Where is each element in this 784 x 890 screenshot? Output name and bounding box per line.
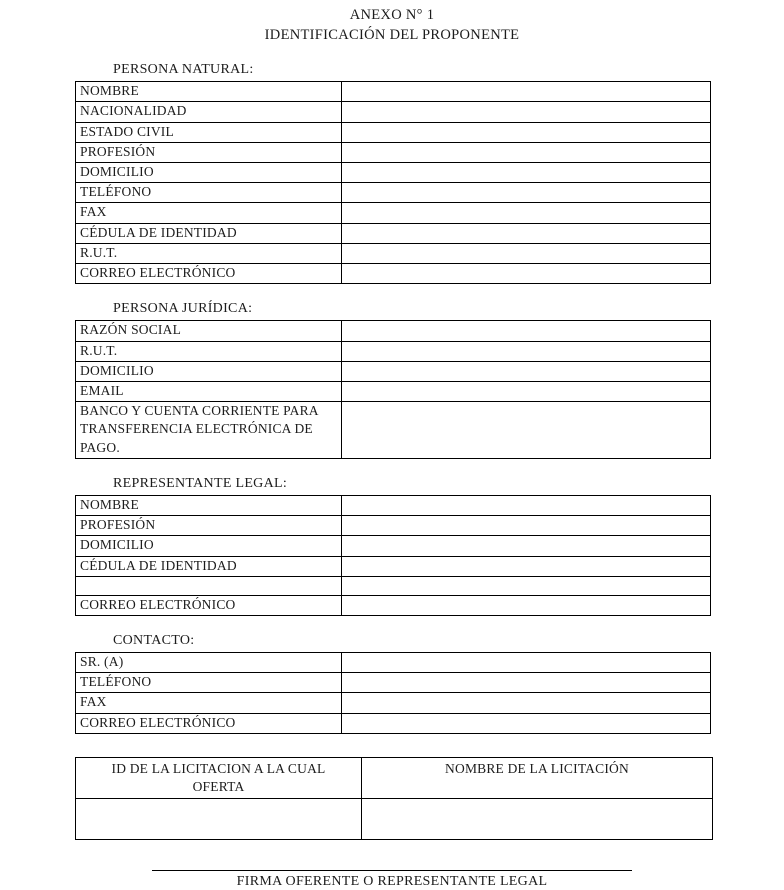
licitacion-nombre-cell[interactable] (362, 799, 713, 840)
field-value-cell[interactable] (342, 82, 711, 102)
field-value-cell[interactable] (342, 264, 711, 284)
field-value-cell[interactable] (342, 576, 711, 595)
table-row (76, 361, 711, 381)
field-label: CÉDULA DE IDENTIDAD (76, 556, 342, 576)
field-label: BANCO Y CUENTA CORRIENTE PARA TRANSFERENCIA ELECTRÓNICA DE PAGO. (76, 402, 342, 459)
section-heading-representante-legal: REPRESENTANTE LEGAL: (113, 475, 288, 491)
field-label: PROFESIÓN (76, 142, 342, 162)
table-row (76, 243, 711, 263)
section-heading-persona-natural: PERSONA NATURAL: (113, 62, 254, 78)
table-licitacion (75, 757, 713, 840)
field-label: DOMICILIO (76, 163, 342, 183)
field-value-cell[interactable] (342, 122, 711, 142)
licitacion-id-cell[interactable] (76, 799, 362, 840)
field-value-cell[interactable] (342, 142, 711, 162)
table-row (76, 673, 711, 693)
licitacion-header-row (76, 757, 713, 798)
field-label: SR. (A) (76, 652, 342, 672)
table-row (76, 183, 711, 203)
table-row (76, 652, 711, 672)
table-row (76, 495, 711, 515)
field-label: DOMICILIO (76, 361, 342, 381)
field-label: R.U.T. (76, 341, 342, 361)
field-value-cell[interactable] (342, 556, 711, 576)
field-value-cell[interactable] (342, 243, 711, 263)
table-row (76, 82, 711, 102)
field-value-cell[interactable] (342, 102, 711, 122)
field-label: NOMBRE (76, 82, 342, 102)
field-value-cell[interactable] (342, 223, 711, 243)
licitacion-data-row (76, 799, 713, 840)
signature-block (0, 870, 784, 890)
table-row (76, 713, 711, 733)
table-row (76, 321, 711, 341)
title-line-1: ANEXO N° 1 (349, 7, 435, 23)
field-value-cell[interactable] (342, 163, 711, 183)
section-heading-persona-juridica: PERSONA JURÍDICA: (113, 301, 253, 317)
table-row (76, 536, 711, 556)
field-value-cell[interactable] (342, 713, 711, 733)
field-label: FAX (76, 203, 342, 223)
field-value-cell[interactable] (342, 595, 711, 615)
field-label: CÉDULA DE IDENTIDAD (76, 223, 342, 243)
table-row (76, 122, 711, 142)
table-row (76, 693, 711, 713)
title-line-2: IDENTIFICACIÓN DEL PROPONENTE (264, 26, 520, 43)
field-label (76, 576, 342, 595)
field-value-cell[interactable] (342, 495, 711, 515)
document-title (0, 6, 784, 45)
table-row (76, 163, 711, 183)
field-label: EMAIL (76, 381, 342, 401)
field-value-cell[interactable] (342, 652, 711, 672)
field-label: CORREO ELECTRÓNICO (76, 264, 342, 284)
table-row (76, 203, 711, 223)
table-row (76, 264, 711, 284)
field-label: TELÉFONO (76, 183, 342, 203)
table-row (76, 381, 711, 401)
field-value-cell[interactable] (342, 402, 711, 459)
field-value-cell[interactable] (342, 341, 711, 361)
field-value-cell[interactable] (342, 536, 711, 556)
table-row (76, 595, 711, 615)
field-label: CORREO ELECTRÓNICO (76, 713, 342, 733)
signature-label: FIRMA OFERENTE O REPRESENTANTE LEGAL (236, 874, 548, 890)
table-representante-legal (75, 495, 711, 616)
signature-line (152, 870, 632, 871)
field-label: FAX (76, 693, 342, 713)
table-persona-natural (75, 81, 711, 284)
field-value-cell[interactable] (342, 381, 711, 401)
section-heading-contacto: CONTACTO: (113, 632, 195, 648)
licitacion-header-id: ID DE LA LICITACION A LA CUAL OFERTA (76, 757, 362, 798)
table-contacto (75, 652, 711, 734)
field-value-cell[interactable] (342, 693, 711, 713)
table-row (76, 402, 711, 459)
table-row (76, 341, 711, 361)
field-label: R.U.T. (76, 243, 342, 263)
table-row (76, 556, 711, 576)
table-row (76, 102, 711, 122)
field-value-cell[interactable] (342, 183, 711, 203)
licitacion-header-nombre: NOMBRE DE LA LICITACIÓN (362, 757, 713, 798)
field-value-cell[interactable] (342, 516, 711, 536)
field-value-cell[interactable] (342, 321, 711, 341)
table-row (76, 142, 711, 162)
table-row (76, 223, 711, 243)
field-label: RAZÓN SOCIAL (76, 321, 342, 341)
table-row (76, 516, 711, 536)
field-label: ESTADO CIVIL (76, 122, 342, 142)
field-label: NACIONALIDAD (76, 102, 342, 122)
field-label: TELÉFONO (76, 673, 342, 693)
field-value-cell[interactable] (342, 361, 711, 381)
field-value-cell[interactable] (342, 203, 711, 223)
field-label: CORREO ELECTRÓNICO (76, 595, 342, 615)
field-value-cell[interactable] (342, 673, 711, 693)
field-label: NOMBRE (76, 495, 342, 515)
table-persona-juridica (75, 320, 711, 459)
field-label: DOMICILIO (76, 536, 342, 556)
field-label: PROFESIÓN (76, 516, 342, 536)
table-row (76, 576, 711, 595)
